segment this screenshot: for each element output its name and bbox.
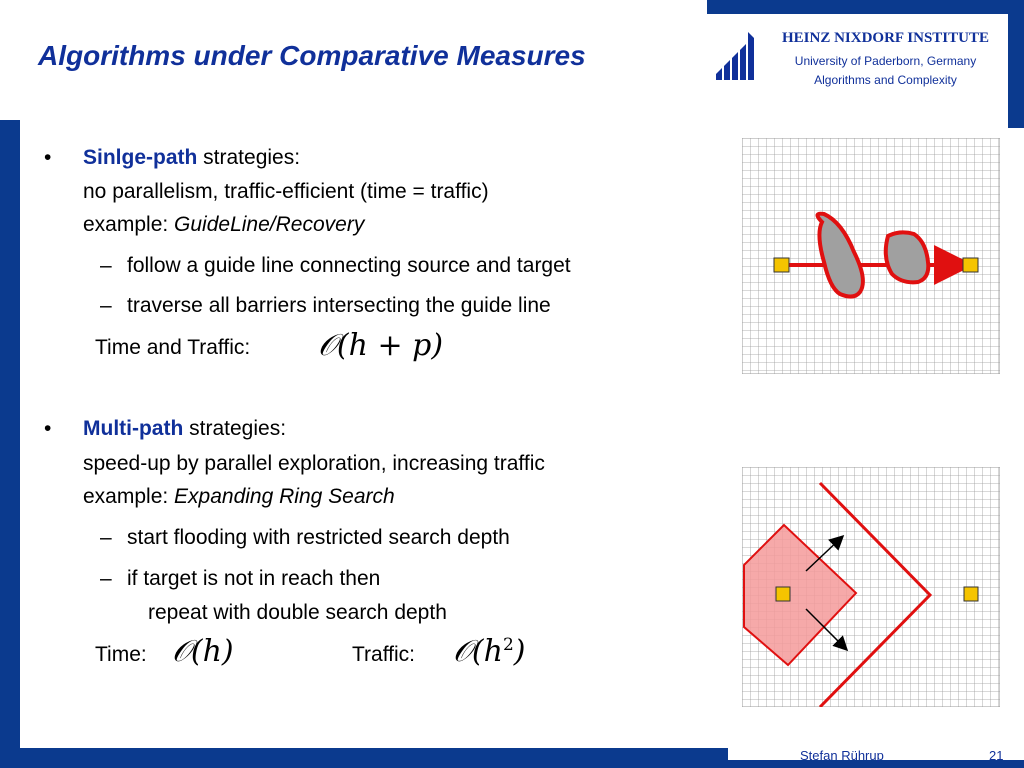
multi-path-time-label: Time: <box>95 643 147 666</box>
single-path-dash-1: – <box>100 254 112 277</box>
traffic-formula-exponent: 2 <box>502 635 514 655</box>
top-frame-bar <box>707 0 1024 14</box>
guideline-diagram <box>742 138 1000 374</box>
left-frame-bar <box>0 120 20 760</box>
bullet-single-path: • <box>44 146 52 169</box>
traffic-formula-close: ) <box>513 634 526 669</box>
single-path-desc: no parallelism, traffic-efficient (time = traffic) <box>83 180 489 203</box>
institute-logo-icon <box>714 30 758 86</box>
source-node <box>774 258 789 272</box>
right-frame-bar <box>1008 0 1024 128</box>
slide-title: Algorithms under Comparative Measures <box>38 40 586 71</box>
single-path-heading <box>83 146 300 170</box>
target-node <box>963 258 978 272</box>
ring-source-node <box>776 587 790 601</box>
multi-path-heading-bold: Multi-path <box>83 417 184 440</box>
single-path-complexity-formula: 𝒪(h + p) <box>318 328 444 363</box>
multi-path-sub-1: start flooding with restricted search depth <box>127 526 510 549</box>
multi-path-heading-rest: strategies: <box>183 417 287 440</box>
single-path-sub-2: traverse all barriers intersecting the guide line <box>127 294 551 317</box>
multi-path-dash-2: – <box>100 567 112 590</box>
single-path-example <box>83 213 364 237</box>
single-path-example-name: GuideLine/Recovery <box>174 213 365 236</box>
multi-path-heading <box>83 417 286 441</box>
guideline-grid <box>742 138 1000 374</box>
multi-path-example <box>83 485 395 509</box>
multi-path-traffic-formula <box>453 634 525 669</box>
bottom-frame-bar <box>0 748 728 768</box>
institute-department: Algorithms and Complexity <box>814 73 957 87</box>
institute-name: HEINZ NIXDORF INSTITUTE <box>782 30 989 46</box>
multi-path-sub-2-line1: if target is not in reach then <box>127 567 381 590</box>
institute-university: University of Paderborn, Germany <box>794 54 977 68</box>
single-path-heading-rest: strategies: <box>197 146 301 169</box>
traffic-formula-base: 𝒪(h <box>453 634 503 669</box>
multi-path-sub-2-line2: repeat with double search depth <box>148 601 447 624</box>
multi-path-example-prefix: example: <box>83 485 175 508</box>
single-path-dash-2: – <box>100 294 112 317</box>
single-path-heading-bold: Sinlge-path <box>83 146 198 169</box>
multi-path-example-name: Expanding Ring Search <box>174 485 395 508</box>
barrier-2 <box>886 232 929 282</box>
footer-author: Stefan Rührup <box>800 748 884 763</box>
single-path-example-prefix: example: <box>83 213 175 236</box>
ring-target-node <box>964 587 978 601</box>
multi-path-time-formula: 𝒪(h) <box>172 634 234 669</box>
page-number: 21 <box>989 748 1004 763</box>
expanding-ring-diagram <box>742 467 1000 707</box>
bullet-multi-path: • <box>44 417 52 440</box>
multi-path-dash-1: – <box>100 526 112 549</box>
multi-path-desc: speed-up by parallel exploration, increasing traffic <box>83 452 545 475</box>
single-path-sub-1: follow a guide line connecting source and target <box>127 254 571 277</box>
multi-path-traffic-label: Traffic: <box>352 643 416 666</box>
single-path-complexity-label: Time and Traffic: <box>95 336 251 359</box>
